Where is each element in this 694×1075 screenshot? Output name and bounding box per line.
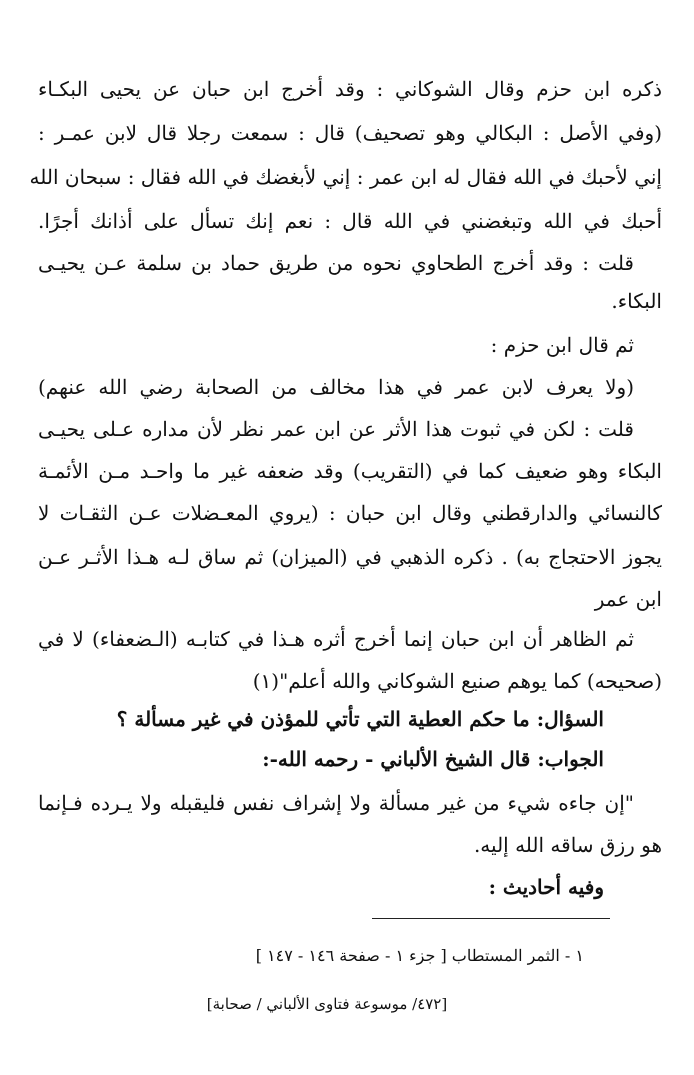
footnote: ١ - الثمر المستطاب [ جزء ١ - صفحة ١٤٦ - ١٤٧ ] xyxy=(255,946,584,965)
text-line-2: (وفي الأصل : البكالي وهو تصحيف) قال : سمعت رجلا قال لابن عمـر : xyxy=(38,121,662,145)
question-line: السؤال: ما حكم العطية التي تأتي للمؤذن في غير مسألة ؟ xyxy=(116,707,604,731)
text-line-1: ذكره ابن حزم وقال الشوكاني : وقد أخرج ابن حبان عن يحيى البكـاء xyxy=(38,77,662,101)
text-line-19: هو رزق ساقه الله إليه. xyxy=(473,833,662,857)
text-line-13: ابن عمر xyxy=(594,587,662,611)
text-line-6: البكاء. xyxy=(611,289,662,313)
text-line-8: (ولا يعرف لابن عمر في هذا مخالف من الصحابة رضي الله عنهم) xyxy=(38,375,634,399)
text-line-12: يجوز الاحتجاج به) . ذكره الذهبي في (الميزان) ثم ساق لـه هـذا الأثـر عـن xyxy=(38,545,662,569)
text-line-15: (صحيحه) كما يوهم صنيع الشوكاني والله أعلم"(١) xyxy=(252,669,662,693)
text-line-5: قلت : وقد أخرج الطحاوي نحوه من طريق حماد بن سلمة عـن يحيـى xyxy=(38,251,634,275)
text-line-10: البكاء وهو ضعيف كما في (التقريب) وقد ضعفه غير ما واحـد مـن الأئمـة xyxy=(38,459,662,483)
text-line-4: أحبك في الله وتبغضني في الله قال : نعم إنك تسأل على أذانك أجرًا. xyxy=(38,209,662,233)
answer-line: الجواب: قال الشيخ الألباني - رحمه الله-: xyxy=(262,747,604,771)
text-line-20: وفيه أحاديث : xyxy=(488,875,604,899)
footnote-separator xyxy=(372,918,610,919)
text-line-9: قلت : لكن في ثبوت هذا الأثر عن ابن عمر نظر لأن مداره عـلى يحيـى xyxy=(38,417,634,441)
text-line-18: "إن جاءه شيء من غير مسألة ولا إشراف نفس فليقبله ولا يـرده فـإنما xyxy=(38,791,634,815)
text-line-14: ثم الظاهر أن ابن حبان إنما أخرج أثره هـذا في كتابـه (الـضعفاء) لا في xyxy=(38,627,634,651)
text-line-7: ثم قال ابن حزم : xyxy=(490,333,634,357)
text-line-11: كالنسائي والدارقطني وقال ابن حبان : (يروي المعـضلات عـن الثقـات لا xyxy=(38,501,662,525)
text-line-3: إني لأحبك في الله فقال له ابن عمر : إني لأبغضك في الله فقال : سبحان الله xyxy=(29,165,662,189)
page-footer: [٤٧٢/ موسوعة فتاوى الألباني / صحابة] xyxy=(206,995,448,1013)
